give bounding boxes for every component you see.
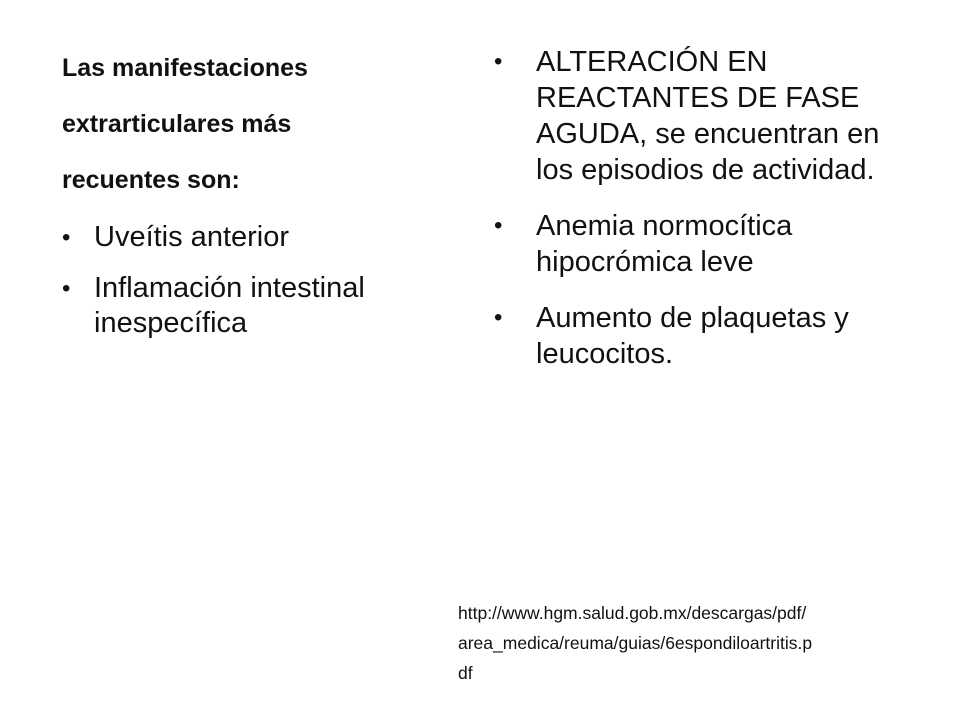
heading [62,40,434,208]
bullet-icon: • [494,304,503,331]
heading-line: Las manifestaciones [62,54,308,82]
right-column [494,44,914,392]
bullet-icon: • [62,224,71,251]
bullet-icon: • [62,275,71,302]
list-item-text: ALTERACIÓN EN REACTANTES DE FASE AGUDA, se encuentran en los episodios de actividad. [536,46,880,186]
list-item [494,44,914,188]
list-item-text: Uveítis anterior [94,221,290,253]
list-item [494,300,914,372]
heading-line: recuentes son: [62,166,240,194]
list-item [62,271,434,341]
source-line: area_medica/reuma/guias/6espondiloartritis.p [458,633,813,653]
list-item-text: Aumento de plaquetas y leucocitos. [536,302,849,370]
left-column [62,40,434,357]
heading-line: extrarticulares más [62,110,292,138]
list-item [494,208,914,280]
lab-findings-list [494,44,914,372]
source-reference [458,598,938,688]
list-item-text: Inflamación intestinal inespecífica [94,272,365,339]
bullet-icon: • [494,212,503,239]
list-item-text: Anemia normocítica hipocrómica leve [536,210,793,278]
source-line: df [458,663,473,683]
list-item [62,220,434,255]
source-line: http://www.hgm.salud.gob.mx/descargas/pdf/ [458,603,807,623]
manifestations-list [62,220,434,341]
bullet-icon: • [494,48,503,75]
